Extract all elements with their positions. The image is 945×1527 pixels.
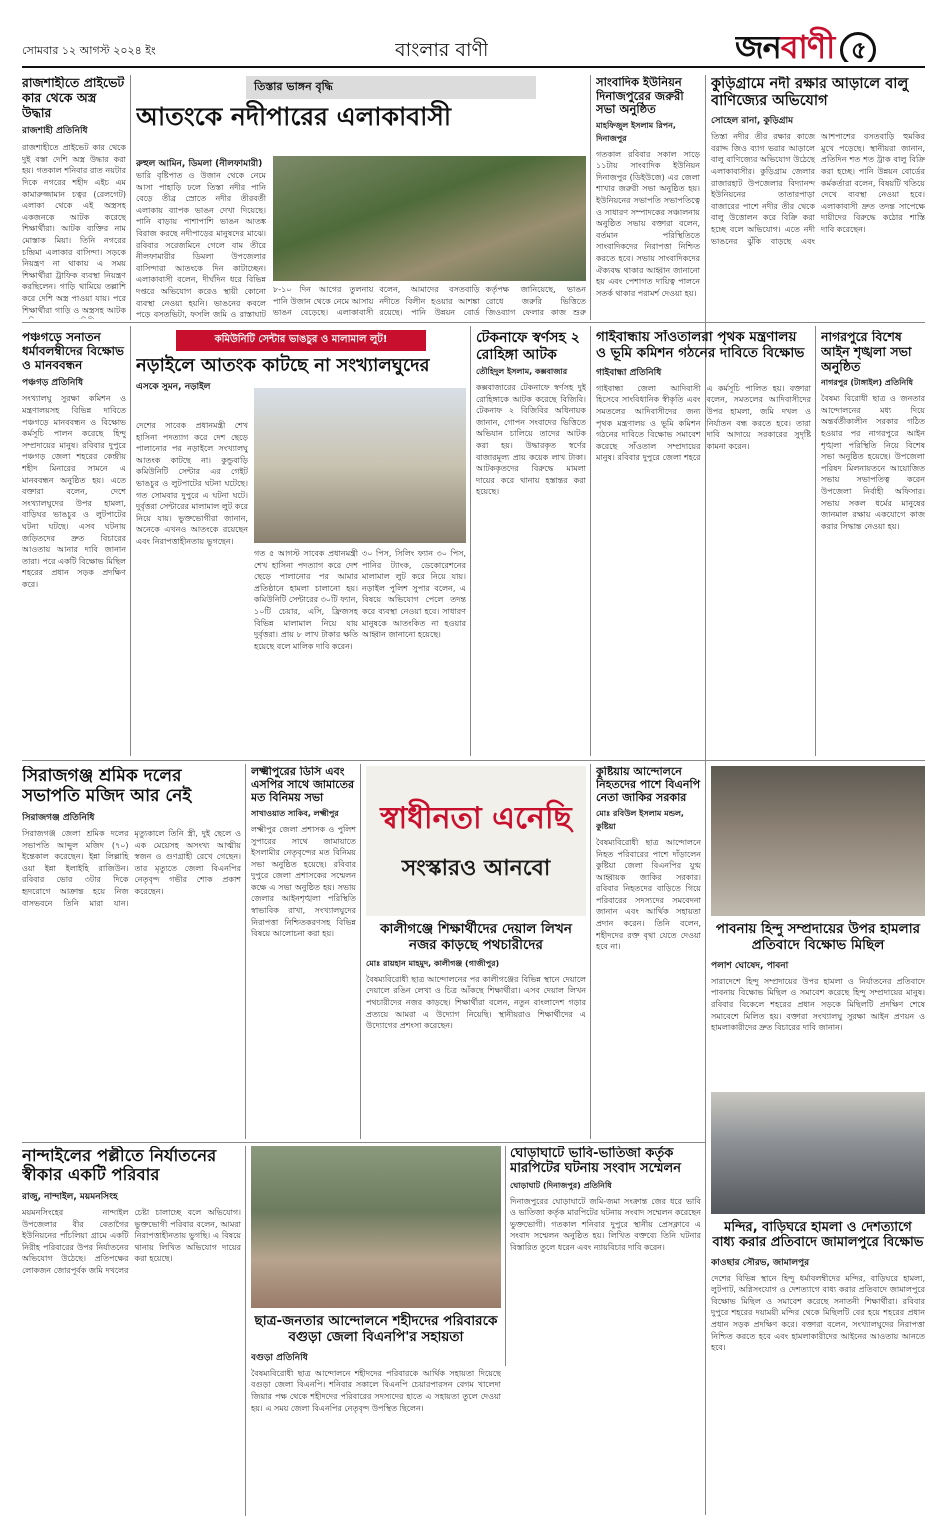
divider bbox=[245, 1146, 246, 1516]
byline: গাইবান্ধা প্রতিনিধি bbox=[596, 367, 662, 378]
divider bbox=[815, 326, 816, 756]
page-number: ৫ bbox=[840, 32, 876, 63]
headline: সিরাজগঞ্জ শ্রমিক দলের সভাপতি মজিদ আর নেই bbox=[22, 766, 192, 807]
divider bbox=[590, 75, 591, 320]
article-panchagarh[interactable] bbox=[22, 330, 126, 755]
article-lakshmipur[interactable] bbox=[251, 766, 356, 1138]
section-name: বাংলার বাণী bbox=[395, 39, 489, 61]
article-body: রাজশাহীতে প্রাইভেট কার থেকে দুই বস্তা দেশি অস্ত্র উদ্ধার করা হয়। গতকাল শনিবার রাত নয়টার দিকে নগরের শহীদ এইচ এম কামারুজ্জামান চত্বর (রেলগেট) এলাকা থেকে এই অস্ত্রসহ একজনকে আটক করেছে শিক্ষার্থীরা। আটক ব্যক্তির নাম মোস্তাক মিয়া। তিনি নগরের চন্দ্রিমা এলাকার বাসিন্দা। সড়কে নিয়ন্ত্রণ না থাকায় এ সময় শিক্ষার্থীরা ট্রাফিক ব্যবস্থা নিয়ন্ত্রণ করছিলেন। গাড়ি থামিয়ে তল্লাশি করে দেশি অস্ত্র পাওয়া যায়। পরে শিক্ষার্থীরা গাড়ি ও অস্ত্রসহ আটক bbox=[22, 143, 126, 315]
article-body: বৈষম্যবিরোধী ছাত্র আন্দোলনে শহীদদের পরিবারকে আর্থিক সহায়তা দিয়েছে বগুড়া জেলা বিএনপি। শনিবার সকালে বিএনপি চেয়ারপারসন বেগম খালেদা জিয়ার পক্ষ থেকে শহীদদের পরিবারের সদস্যদের হাতে এ সহায়তা তুলে দেওয়া হয়। এ সময় জেলা বিএনপির নেতৃবৃন্দ উপস্থিত ছিলেন। bbox=[251, 1368, 501, 1413]
article-body: সিরাজগঞ্জ জেলা শ্রমিক দলের সভাপতি আব্দুল মজিদ (৭০) ইন্তেকাল করেছেন। ইন্না লিল্লাহি ওয়া ইন্না ইলাইহি রাজিউন। রবিবার ভোর ৩টার দিকে হৃদরোগে আক্রান্ত হয়ে নিজ বাসভবনে তিনি মারা যান। মৃত্যুকালে তিনি স্ত্রী, দুই ছেলে ও এক মেয়েসহ অসংখ্য আত্মীয় স্বজন ও গুণগ্রাহী রেখে গেছেন। তার মৃত্যুতে জেলা বিএনপির নেতৃবৃন্দ গভীর শোক প্রকাশ করেছেন। bbox=[22, 829, 241, 908]
article-kaliganj[interactable] bbox=[366, 766, 586, 1138]
headline: কুড়িগ্রামে নদী রক্ষার আড়ালে বালু বাণিজ্যের অভিযোগ bbox=[711, 76, 909, 110]
byline: ঘোড়াঘাট (দিনাজপুর) প্রতিনিধি bbox=[510, 1180, 612, 1190]
river-erosion-photo bbox=[273, 156, 586, 281]
article-body: সংখ্যালঘু সুরক্ষা কমিশন ও মন্ত্রণালয়সহ বিভিন্ন দাবিতে পঞ্চগড়ে মানববন্ধন ও বিক্ষোভ কর্মসূচি পালন করেছে হিন্দু সম্প্রদায়ের মানুষ। রবিবার দুপুরে পঞ্চগড় জেলা শহরের কেন্দ্রীয় শহীদ মিনারের সামনে এ মানববন্ধন অনুষ্ঠিত হয়। এতে বক্তারা বলেন, দেশে সংখ্যালঘুদের উপর হামলা, বাড়িঘর ভাঙচুর ও লুটপাটের ঘটনা ঘটছে। এসব ঘটনায় জড়িতদের দ্রুত বিচারের আওতায় আনার দাবি জানান তারা। পরে একটি বিক্ষোভ মিছিল শহরের প্রধান সড়ক প্রদক্ষিণ করে। bbox=[22, 394, 126, 589]
article-body-2: গত ৫ আগস্ট সাবেক প্রধানমন্ত্রী শেখ হাসিনা পদত্যাগ করে দেশ ছেড়ে পালানোর পর আমার প্রতিষ্ঠানে হামলা চালানো হয়। কমিউনিটি সেন্টারের ৩০টি ফ্যান, ১০টি চেয়ার, এসি, ফ্রিজসহ বিভিন্ন মালামাল নিয়ে যায় দুর্বৃত্তরা। প্রায় ৮ লাখ টাকার ক্ষতি হয়েছে বলে মালিক দাবি করেন। bbox=[254, 549, 358, 651]
community-center-photo bbox=[254, 388, 466, 543]
byline: পলাশ ঘোষেদ, পাবনা bbox=[711, 960, 789, 971]
article-nandail[interactable] bbox=[22, 1146, 241, 1516]
byline: নাগরপুর (টাঙ্গাইল) প্রতিনিধি bbox=[821, 378, 913, 388]
issue-date: সোমবার ১২ আগস্ট ২০২৪ ইং bbox=[22, 44, 156, 57]
article-kushtia[interactable] bbox=[596, 766, 701, 1138]
divider bbox=[360, 764, 361, 1139]
jamalpur-protest-photo bbox=[711, 1092, 925, 1214]
divider bbox=[470, 326, 471, 756]
byline: বগুড়া প্রতিনিধি bbox=[251, 1352, 308, 1363]
byline: এসকে সুমন, নড়াইল bbox=[136, 382, 211, 393]
article-body: ময়মনসিংহের নান্দাইল উপজেলার বীর বেতাগৈর ইউনিয়নের পাঁচলিয়া গ্রামে একটি নিরীহ পরিবারের উপর নির্যাতনের অভিযোগ উঠেছে। প্রতিপক্ষের লোকজন জোরপূর্বক জমি দখলের চেষ্টা চালাচ্ছে বলে অভিযোগ। ভুক্তভোগী পরিবার বলেন, আমরা নিরাপত্তাহীনতায় ভুগছি। এ বিষয়ে থানায় লিখিত অভিযোগ দায়ের করা হয়েছে। bbox=[22, 1207, 241, 1275]
headline: মন্দির, বাড়িঘরে হামলা ও দেশত্যাগে বাধ্য করার প্রতিবাদে জামালপুরে বিক্ষোভ bbox=[712, 1220, 924, 1251]
masthead-logo[interactable] bbox=[735, 22, 925, 62]
byline: পঞ্চগড় প্রতিনিধি bbox=[22, 378, 84, 389]
byline: রুহুল আমিন, ডিমলা (নীলফামারী) bbox=[136, 159, 263, 169]
divider bbox=[130, 326, 131, 756]
article-body: দিনাজপুরের ঘোড়াঘাটে জমি-জমা সংক্রান্ত জের ধরে ভাবি ও ভাতিজা কর্তৃক মারপিটের ঘটনায় সংবাদ সম্মেলন করেছেন ভুক্তভোগী। গতকাল শনিবার দুপুরে স্থানীয় প্রেসক্লাবে এ সংবাদ সম্মেলন অনুষ্ঠিত হয়। লিখিত বক্তব্যে তিনি ঘটনার বিস্তারিত তুলে ধরেন এবং ন্যায়বিচার দাবি করেন। bbox=[510, 1196, 701, 1253]
logo-text-2: বাণী bbox=[780, 28, 835, 62]
divider bbox=[505, 1146, 506, 1366]
byline: সাখাওয়াত সাকিব, লক্ষ্মীপুর bbox=[251, 808, 339, 818]
article-tista-erosion[interactable] bbox=[136, 76, 586, 319]
headline: আতংকে নদীপারের এলাকাবাসী bbox=[136, 102, 452, 131]
headline: সাংবাদিক ইউনিয়ন দিনাজপুরের জরুরী সভা অনুষ্ঠিত bbox=[596, 76, 684, 117]
article-body: তিস্তা নদীর তীর রক্ষার কাজে বরাদ্দ জিও ব্যাগ ভরার আড়ালে বালু বাণিজ্যের অভিযোগ উঠেছে এলাকাবাসীর। কুড়িগ্রাম জেলার রাজারহাট উপজেলার বিদ্যানন্দ ইউনিয়নের তাতারপাড়া বাজারের পাশে নদীর তীর থেকে বালু উত্তোলন করে বিক্রি করা হচ্ছে বলে অভিযোগ। এতে নদী ভাঙনের ঝুঁকি বাড়ছে এবং আশপাশের বসতবাড়ি হুমকির মুখে পড়েছে। স্থানীয়রা জানান, প্রতিদিন শত শত ট্রাক বালু বিক্রি করা হচ্ছে। পানি উন্নয়ন বোর্ডের কর্মকর্তারা বলেন, বিষয়টি খতিয়ে দেখে ব্যবস্থা নেওয়া হবে। এলাকাবাসী দ্রুত তদন্ত সাপেক্ষে দায়ীদের বিরুদ্ধে কঠোর শাস্তি দাবি করেছেন। bbox=[711, 132, 925, 246]
article-body-2: ৮-১০ দিন আগের তুলনায় পানি উজান থেকে নেমে আসায় ভাঙন বেড়েছে। এলাকাবাসী বলেন, আমাদের বসতবাড়ি নদীতে বিলীন হওয়ার আশঙ্কা রয়েছে। পানি উন্নয়ন বোর্ড কর্তৃপক্ষ জানিয়েছে, ভাঙন রোধে জরুরি ভিত্তিতে জিওব্যাগ ফেলার কাজ শুরু bbox=[273, 285, 586, 318]
kicker: তিস্তার ভাঙ্গন বৃদ্ধি bbox=[246, 76, 536, 99]
byline: মোঃ রবিউল ইসলাম মন্ডল, কুষ্টিয়া bbox=[596, 808, 684, 831]
article-body: গতকাল রবিবার সকাল সাড়ে ১১টায় সাংবাদিক ইউনিয়ন দিনাজপুর (ডিইউজে) এর জেলা শাখার জরুরী সভা অনুষ্ঠিত হয়। ইউনিয়নের সভাপতি সভাপতিত্বে ও সাধারণ সম্পাদকের সঞ্চালনায় অনুষ্ঠিত সভায় বক্তারা বলেন, বর্তমান পরিস্থিতিতে সাংবাদিকদের নিরাপত্তা নিশ্চিত করতে হবে। সভায় সাংবাদিকদের ঐক্যবদ্ধ থাকার আহ্বান জানানো হয় এবং পেশাগত দায়িত্ব পালনে সতর্ক থাকার পরামর্শ দেওয়া হয়। bbox=[596, 149, 700, 298]
article-bogura[interactable] bbox=[251, 1146, 501, 1516]
article-body: ভারি বৃষ্টিপাত ও উজান থেকে নেমে আসা পাহাড়ি ঢলে তিস্তা নদীর পানি বেড়ে তীব্র স্রোতে নদীর তীরবর্তী এলাকায় ব্যাপক ভাঙন দেখা দিয়েছে। পানি বাড়ায় পাশাপাশি ভাঙন আতঙ্ক বিরাজ করছে নদীপাড়ের মানুষদের মাঝে। রবিবার সরেজমিনে গেলে বাম তীরে নীলফামারীর ডিমলা উপজেলার বাসিন্দারা আতংকে দিন কাটাচ্ছেন। এলাকাবাসী বলেন, দীর্ঘদিন ধরে বিভিন্ন দপ্তরে অভিযোগ করেও স্থায়ী কোনো ব্যবস্থা নেওয়া হয়নি। ভাঙনের কবলে পড়ে বসতভিটা, ফসলি জমি ও রাস্তাঘাট bbox=[136, 171, 266, 318]
byline: তৌহিদুল ইসলাম, কক্সবাজার bbox=[476, 367, 568, 377]
article-narail[interactable] bbox=[136, 330, 466, 755]
byline: রাজশাহী প্রতিনিধি bbox=[22, 126, 88, 137]
article-dinajpur-journalists[interactable] bbox=[596, 76, 700, 319]
divider bbox=[22, 760, 925, 761]
headline: গাইবান্ধায় সাঁওতালরা পৃথক মন্ত্রণালয় ও ভূমি কমিশন গঠনের দাবিতে বিক্ষোভ bbox=[596, 330, 805, 361]
protest-photo bbox=[711, 766, 925, 916]
headline: ছাত্র-জনতার আন্দোলনে শহীদদের পরিবারকে বগুড়া জেলা বিএনপি'র সহায়তা bbox=[254, 1313, 498, 1345]
article-body: দেশের বিভিন্ন স্থানে হিন্দু ধর্মাবলম্বীদের মন্দির, বাড়িঘরে হামলা, লুটপাট, অগ্নিসংযোগ ও দেশত্যাগে বাধ্য করার প্রতিবাদে জামালপুরে বিক্ষোভ মিছিল ও সমাবেশ করেছে সনাতনী শিক্ষার্থীরা। রবিবার দুপুরে শহরের দয়াময়ী মন্দির থেকে মিছিলটি বের হয়ে শহরের প্রধান প্রধান সড়ক প্রদক্ষিণ করে। বক্তারা বলেন, সংখ্যালঘুদের নিরাপত্তা নিশ্চিত করতে হবে এবং হামলাকারীদের আইনের আওতায় আনতে হবে। bbox=[711, 1273, 925, 1353]
article-sirajganj[interactable] bbox=[22, 766, 241, 1138]
article-body: সারাদেশে হিন্দু সম্প্রদায়ের উপর হামলা ও নির্যাতনের প্রতিবাদে পাবনায় বিক্ষোভ মিছিল ও সমাবেশ করেছে হিন্দু সম্প্রদায়ের মানুষ। রবিবার বিকেলে শহরের প্রধান সড়কে মিছিলটি প্রদক্ষিণ শেষে সমাবেশে মিলিত হয়। বক্তারা সংখ্যালঘু সুরক্ষা আইন প্রণয়ন ও হামলাকারীদের দ্রুত বিচারের দাবি জানান। bbox=[711, 976, 925, 1033]
article-body: বৈষম্যবিরোধী ছাত্র আন্দোলনের পর কালীগঞ্জের বিভিন্ন স্থানে দেয়ালে দেয়ালে রঙিন লেখা ও চিত্র আঁকছে শিক্ষার্থীরা। এসব দেয়াল লিখন পথচারীদের নজর কাড়ছে। শিক্ষার্থীরা বলেন, নতুন বাংলাদেশ গড়ার প্রত্যয়ে আমরা এ উদ্যোগ নিয়েছি। স্থানীয়রাও শিক্ষার্থীদের এ উদ্যোগের প্রশংসা করেছেন। bbox=[366, 974, 586, 1031]
wall-graffiti-photo bbox=[366, 766, 586, 916]
byline: রাজু, নান্দাইল, ময়মনসিংহ bbox=[22, 1191, 118, 1202]
article-body: দেশের সাবেক প্রধানমন্ত্রী শেখ হাসিনা পদত্যাগ করে দেশ ছেড়ে পালানোর পর নড়াইলে সংখ্যালঘু আতংক কাটছে না। কুন্ডুবাড়ি কমিউনিটি সেন্টার এর গেইট ভাঙচুর ও লুটপাটের ঘটনা ঘটেছে। গত সোমবার দুপুরে এ ঘটনা ঘটে। দুর্বৃত্তরা সেন্টারের মালামাল লুট করে নিয়ে যায়। ভুক্তভোগীরা জানান, অনেকে এখনও আতংকে রয়েছেন এবং নিরাপত্তাহীনতায় ভুগছেন। bbox=[136, 421, 248, 546]
article-body: বৈষম্যবিরোধী ছাত্র আন্দোলনে নিহত পরিবারের পাশে দাঁড়ালেন কুষ্টিয়া জেলা বিএনপির যুগ্ম আহ্বায়ক জাকির সরকার। রবিবার নিহতদের বাড়িতে গিয়ে পরিবারের সদস্যদের সমবেদনা জানান এবং আর্থিক সহায়তা প্রদান করেন। তিনি বলেন, শহীদদের রক্ত বৃথা যেতে দেওয়া হবে না। bbox=[596, 837, 701, 952]
divider bbox=[590, 764, 591, 1139]
header-rule bbox=[22, 66, 925, 68]
article-jamalpur[interactable] bbox=[711, 1092, 925, 1516]
article-body: লক্ষ্মীপুর জেলা প্রশাসক ও পুলিশ সুপারের সাথে জামায়াতে ইসলামীর নেতৃবৃন্দের মত বিনিময় সভা অনুষ্ঠিত হয়েছে। রবিবার দুপুরে জেলা প্রশাসকের সম্মেলন কক্ষে এ সভা অনুষ্ঠিত হয়। সভায় জেলার আইনশৃঙ্খলা পরিস্থিতি স্বাভাবিক রাখা, সংখ্যালঘুদের নিরাপত্তা নিশ্চিতকরণসহ বিভিন্ন বিষয়ে আলোচনা করা হয়। bbox=[251, 824, 356, 939]
article-body-3: ৩০ পিস, সিলিং ফ্যান ৩০ পিস, পানির ট্যাংক, ডেকোরেশনের মালামাল লুট করে নিয়ে যায়। নড়াইল পুলিশ সুপার বলেন, এ বিষয়ে অভিযোগ পেলে তদন্ত করে ব্যবস্থা নেওয়া হবে। সাধারণ মানুষকে আতংকিত না হওয়ার আহ্বান জানানো হয়েছে। bbox=[362, 549, 466, 640]
headline: নাগরপুরে বিশেষ আইন শৃঙ্খলা সভা অনুষ্ঠিত bbox=[821, 330, 912, 374]
article-nagarpur[interactable] bbox=[821, 330, 925, 755]
divider bbox=[245, 764, 246, 1139]
article-kurigram-sand[interactable] bbox=[711, 76, 925, 319]
headline: টেকনাফে স্বর্ণসহ ২ রোহিঙ্গা আটক bbox=[476, 330, 580, 363]
byline: সোহেল রানা, কুড়িগ্রাম bbox=[711, 116, 794, 127]
headline: কালীগঞ্জে শিক্ষার্থীদের দেয়াল লিখন নজর কাড়ছে পথচারীদের bbox=[380, 921, 572, 953]
headline: নড়াইলে আতংক কাটছে না সংখ্যালঘুদের bbox=[136, 355, 430, 376]
article-gaibandha[interactable] bbox=[596, 330, 811, 755]
headline: নান্দাইলের পল্লীতে নির্যাতনের স্বীকার একটি পরিবার bbox=[22, 1146, 217, 1185]
article-pabna[interactable] bbox=[711, 766, 925, 1086]
graffiti-text-2: সংস্কারও আনবো bbox=[401, 855, 551, 881]
article-rajshahi[interactable] bbox=[22, 76, 126, 319]
headline: লক্ষ্মীপুরের ডিসি এবং এসপির সাথে জামাতের মত বিনিময় সভা bbox=[251, 766, 355, 804]
divider bbox=[705, 75, 706, 1515]
byline: কাওছার সৌরভ, জামালপুর bbox=[711, 1257, 810, 1268]
headline: পাবনায় হিন্দু সম্প্রদায়ের উপর হামলার প্রতিবাদে বিক্ষোভ মিছিল bbox=[715, 921, 921, 953]
byline: সিরাজগঞ্জ প্রতিনিধি bbox=[22, 813, 95, 824]
divider bbox=[590, 326, 591, 756]
headline: কুষ্টিয়ায় আন্দোলনে নিহতদের পাশে বিএনপি নেতা জাকির সরকার bbox=[596, 766, 701, 804]
headline: পঞ্চগড়ে সনাতন ধর্মাবলম্বীদের বিক্ষোভ ও মানববন্ধন bbox=[22, 330, 124, 373]
article-teknaf[interactable] bbox=[476, 330, 586, 755]
article-body: বৈষম্য বিরোধী ছাত্র ও জনতার আন্দোলনের মধ্য দিয়ে অন্তর্বর্তীকালীন সরকার গঠিত হওয়ার পর নাগরপুরে আইন শৃঙ্খলা পরিস্থিতি নিয়ে বিশেষ সভা অনুষ্ঠিত হয়েছে। উপজেলা পরিষদ মিলনায়তনে আয়োজিত সভায় সভাপতিত্ব করেন উপজেলা নির্বাহী অফিসার। সভায় সকল ধর্মের মানুষের জানমাল রক্ষায় একযোগে কাজ করার সিদ্ধান্ত নেওয়া হয়। bbox=[821, 394, 925, 531]
divider bbox=[22, 322, 925, 323]
headline: রাজশাহীতে প্রাইভেট কার থেকে অস্ত্র উদ্ধার bbox=[22, 76, 125, 120]
byline: মোঃ রায়হান মাহমুদ, কালীগঞ্জ (গাজীপুর) bbox=[366, 958, 500, 968]
article-body: গাইবান্ধা জেলা আদিবাসী হিসেবে সাংবিধানিক স্বীকৃতি এবং সমতলের আদিবাসীদের জন্য পৃথক মন্ত্রণালয় ও ভূমি কমিশন গঠনের দাবিতে বিক্ষোভ সমাবেশ করেছে সাঁওতাল সম্প্রদায়ের মানুষ। রবিবার দুপুরে জেলা শহরে এ কর্মসূচি পালিত হয়। বক্তারা বলেন, সমতলের আদিবাসীদের উপর হামলা, জমি দখল ও নির্যাতন বন্ধ করতে হবে। তারা দাবি আদায়ে সরকারের সুদৃষ্টি কামনা করেন। bbox=[596, 383, 811, 463]
logo-text-1: জন bbox=[735, 28, 781, 62]
divider bbox=[22, 1142, 705, 1143]
graffiti-text-1: স্বাধীনতা এনেছি bbox=[380, 801, 572, 836]
divider bbox=[130, 75, 131, 320]
byline: মাহফিজুল ইসলাম রিপন, দিনাজপুর bbox=[596, 120, 676, 143]
article-ghoraghat[interactable] bbox=[510, 1146, 701, 1516]
headline: ঘোড়াঘাটে ভাবি-ভাতিজা কর্তৃক মারপিটের ঘটনায় সংবাদ সম্মেলন bbox=[510, 1146, 681, 1177]
kicker-tag: কমিউনিটি সেন্টার ভাঙচুর ও মালামাল লুট! bbox=[176, 330, 426, 351]
article-body: কক্সবাজারের টেকনাফে স্বর্ণসহ দুই রোহিঙ্গাকে আটক করেছে বিজিবি। টেকনাফ ২ বিজিবির অধিনায়ক জানান, গোপন সংবাদের ভিত্তিতে অভিযান চালিয়ে তাদের আটক করা হয়। উদ্ধারকৃত স্বর্ণের বাজারমূল্য প্রায় কয়েক লাখ টাকা। আটককৃতদের বিরুদ্ধে মামলা দায়ের করে থানায় হস্তান্তর করা হয়েছে। bbox=[476, 383, 586, 497]
bnp-support-photo bbox=[251, 1146, 501, 1308]
